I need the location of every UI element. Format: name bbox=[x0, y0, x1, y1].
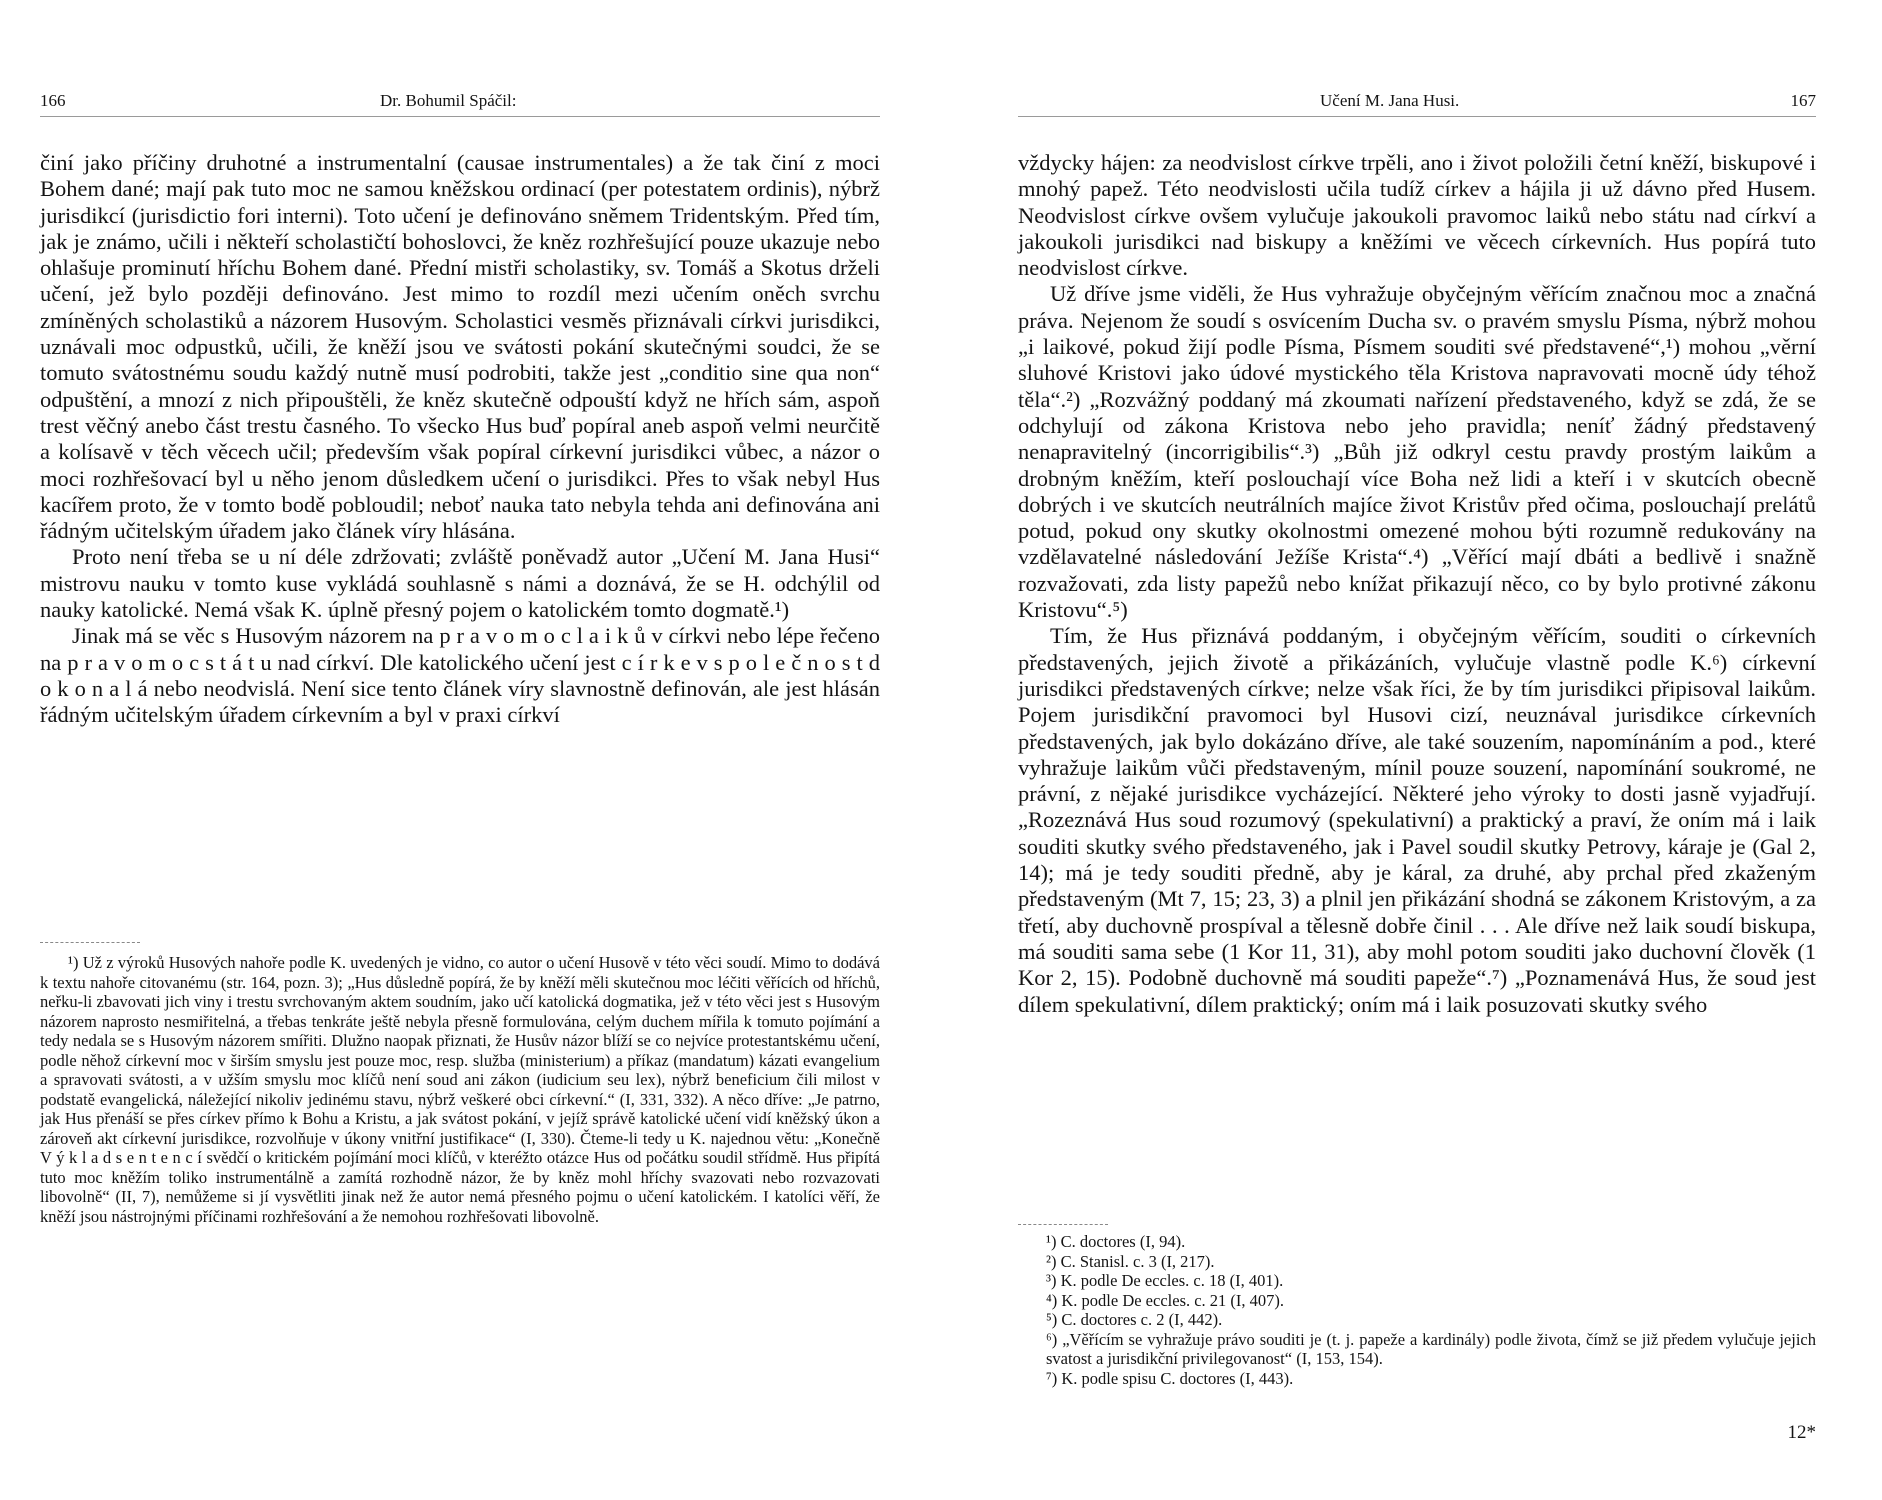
footnotes bbox=[40, 953, 880, 1226]
footnote: ⁵) C. doctores c. 2 (I, 442). bbox=[1046, 1310, 1223, 1329]
footnote: ⁴) K. podle De eccles. c. 21 (I, 407). bbox=[1046, 1290, 1285, 1310]
footnote: ¹) C. doctores (I, 94). bbox=[1046, 1232, 1186, 1251]
paragraph: činí jako příčiny druhotné a instrumentalní (causae instrumentales) a že tak činí z moci Bohem dané; mají pak tuto moc ne samou kněžskou ordinací (per potestatem ordinis), nýbrž jurisdikcí (jurisdictio fori interni). Toto učení je definováno sněmem Tridentským. Před tím, jak je známo, učili i někteří scholastičtí bohoslovci, že kněz rozhřešující pouze ukazuje nebo ohlašuje prominutí hříchu Bohem dané. Přední mistři scholastiky, sv. Tomáš a Skotus drželi učení, jež bylo později definováno. Jest mimo to rozdíl mezi učením oněch svrchu zmíněných scholastiků a názorem Husovým. Scholastici vesměs přiznávali církvi jurisdikci, uznávali moc odpustků, učili, že kněží jsou ve svátosti pokání skutečnými soudci, že se tomuto svátostnému soudu každý nutně musí podrobiti, takže jest „conditio sine qua non“ odpuštění, a mnozí z nich připouštěli, že kněz skutečně odpouští když ne hřích sám, aspoň trest věčný anebo část trestu časného. To všecko Hus buď popíral aneb aspoň velmi neurčitě a kolísavě v těch věcech učil; především však popíral církevní jurisdikci vůbec, a názor o moci rozhřešovací byl u něho jenom důsledkem učení o jurisdikci. Přes to však nebyl Hus kacířem proto, že v tomto bodě pobloudil; neboť nauka tato nebyla tehda ani definována ani řádným učitelským úřadem jako článek víry hlásána. bbox=[40, 150, 880, 544]
running-head bbox=[40, 90, 880, 117]
footnote: ¹) Už z výroků Husových nahoře podle K. uvedených je vidno, co autor o učení Husově v této věci soudí. Mimo to dodává k textu nahoře citovanému (str. 164, pozn. 3); „Hus důsledně popírá, že by kněží měli skutečnou moc léčiti věřících od hříchů, neřku-li zbavovati jich viny i trestu svrchovaným aktem soudním, jako učí katolická dogmatika, jež v této věci jest s Husovým názorem naprosto nesmiřitelná, a třebas tenkráte ještě nebyla přesně formulována, celým duchem mířila k tomuto pojímání a tedy nedala se s Husovým názorem smířiti. Dlužno naopak přiznati, že Husův názor blíží se co nejvíce protestantskému učení, podle něhož církevní moc v širším smyslu jest pouze moc, resp. služba (ministerium) a příkaz (mandatum) kázati evangelium a spravovati svátosti, a v užším smyslu moc klíčů není soud ani zákon (iudicium seu lex), nýbrž beneficium čili milost v podstatě evangelická, náležející nikoliv jedinému stavu, nýbrž veškeré obci církevní.“ (I, 331, 332). A něco dříve: „Je patrno, jak Hus přenáší se přes církev přímo k Bohu a Kristu, a jak svátost pokání, v jejíž správě katolické učení vidí kněžský úkon a zároveň akt církevní jurisdikce, rozvolňuje v úkony vnitřní justifikace“ (I, 330). Čteme-li tedy u K. najednou větu: „Konečně V ý k l a d s e n t e n c í svědčí o kritickém pojímání moci klíčů, v kteréžto otázce Hus od počátku soudil střídmě. Hus připítá tuto moc kněžím toliko instrumentálně a zamítá rozhodně názor, že by kněz mohl hříchy svazovati nebo rozvazovati libovolně“ (II, 7), nemůžeme si jí vysvětliti jinak než že autor nemá přesného pojmu o učení katolickém. I katolíci věří, že kněží jsou nástrojnými příčinami rozhřešování a že nemohou rozhřešovati libovolně. bbox=[40, 953, 880, 1226]
body-text bbox=[1018, 150, 1816, 1018]
paragraph: Jinak má se věc s Husovým názorem na p r a v o m o c l a i k ů v církvi nebo lépe řečeno na p r a v o m o c s t á t u nad církví. Dle katolického učení jest c í r k e v s p o l e č n o s t d o k o n a l á nebo neodvislá. Není sice tento článek víry slavnostně definován, ale jest hlásán řádným učitelským úřadem církevním a byl v praxi církví bbox=[40, 623, 880, 728]
paragraph: Proto není třeba se u ní déle zdržovati; zvláště poněvadž autor „Učení M. Jana Husi“ mistrovu nauku v tomto kuse vykládá souhlasně s námi a doznává, že se H. odchýlil od nauky katolické. Nemá však K. úplně přesný pojem o katolickém tomto dogmatě.¹) bbox=[40, 544, 880, 623]
footnote: ²) C. Stanisl. c. 3 (I, 217). bbox=[1046, 1251, 1215, 1271]
footnote-rule bbox=[1018, 1224, 1108, 1225]
footnote: ⁶) „Věřícím se vyhražuje právo souditi je (t. j. papeže a kardinály) podle života, čímž se již předem vylučuje jejich svatost a jurisdikční privilegovanost“ (I, 153, 154). bbox=[1046, 1329, 1816, 1368]
footnote: ⁷) K. podle spisu C. doctores (I, 443). bbox=[1046, 1368, 1294, 1388]
right-page bbox=[1018, 0, 1816, 1500]
left-page bbox=[40, 0, 880, 1500]
running-title: Učení M. Jana Husi. bbox=[1320, 91, 1460, 110]
running-head bbox=[1018, 90, 1816, 117]
footnote-rule bbox=[40, 942, 140, 943]
running-title: Dr. Bohumil Spáčil: bbox=[380, 91, 517, 110]
footnotes bbox=[1018, 1232, 1816, 1388]
body-text bbox=[40, 150, 880, 729]
paragraph: vždycky hájen: za neodvislost církve trpěli, ano i život položili četní kněží, biskupové i mnohý papež. Této neodvislosti učila tudíž církev a hájila ji už dávno před Husem. Neodvislost církve ovšem vylučuje jakoukoli pravomoc laiků nebo státu nad církví a jakoukoli jurisdikci nad biskupy a kněžími ve věcech církevních. Hus popírá tuto neodvislost církve. bbox=[1018, 150, 1816, 281]
page-number: 166 bbox=[40, 91, 66, 110]
paragraph: Tím, že Hus přiznává poddaným, i obyčejným věřícím, souditi o církevních představených, jejich životě a přikázáních, vylučuje vlastně podle K.⁶) církevní jurisdikci představených církve; nelze však říci, že by tím jurisdikci připisoval laikům. Pojem jurisdikční pravomoci byl Husovi cizí, neuznával jurisdikce církevních představených, jak bylo dokázáno dříve, ale také souzením, napomínáním a pod., které vyhražuje laikům vůči představeným, mínil pouze souzení, napomínání soukromé, ne právní, z nějaké jurisdikce vycházející. Některé jeho výroky to dosti jasně vyjadřují. „Rozeznává Hus soud rozumový (spekulativní) a praktický a praví, že oním má i laik souditi skutky svého představeného, jak i Pavel soudil skutky Petrovy, káraje je (Gal 2, 14); má je tedy souditi předně, aby je káral, za druhé, aby prchal před zkaženým představeným (Mt 7, 15; 23, 3) a plnil jen přikázání shodná se zákonem Kristovým, a za třetí, aby duchovně prospíval a tělesně dobře činil . . . Ale dříve než laik soudí biskupa, má souditi sama sebe (1 Kor 11, 31), aby mohl potom souditi jako duchovní člověk (1 Kor 2, 15). Podobně duchovně má souditi papeže“.⁷) „Poznamenává Hus, že soud jest dílem spekulativní, dílem praktický; oním má i laik posuzovati skutky svého bbox=[1018, 623, 1816, 1017]
page-number: 167 bbox=[1790, 91, 1816, 110]
paragraph: Už dříve jsme viděli, že Hus vyhražuje obyčejným věřícím značnou moc a značná práva. Nejenom že soudí s osvícením Ducha sv. o pravém smyslu Písma, nýbrž mohou „i laikové, pokud žijí podle Písma, Písmem souditi své představené“,¹) mohou „věrní sluhové Kristovi jako údové mystického těla Kristova napravovati mocně údy téhož těla“.²) „Rozvážný poddaný má zkoumati nařízení představeného, když se zdá, že se odchylují od zákona Kristova nebo jeho pravidla; neníť žádný představený nenapravitelný (incorrigibilis“.³) „Bůh již odkryl cestu pravdy prostým laikům a drobným kněžím, kteří poslouchají více Boha než lidi a kteří i v skutcích obecně dobrých i ve skutcích neutrálních majíce život Kristův před očima, poslouchají prelátů potud, pokud ony skutky okolnostmi omezené mohou býti rozumně redukovány na vzdělavatelné následování Ježíše Krista“.⁴) „Věřící mají dbáti a bedlivě i snažně rozvažovati, zda listy papežů nebo knížat přikazují něco, co by bylo protivné zákonu Kristovu“.⁵) bbox=[1018, 281, 1816, 623]
footnote: ³) K. podle De eccles. c. 18 (I, 401). bbox=[1046, 1271, 1284, 1290]
sheet-signature-mark: 12* bbox=[1787, 1422, 1816, 1443]
